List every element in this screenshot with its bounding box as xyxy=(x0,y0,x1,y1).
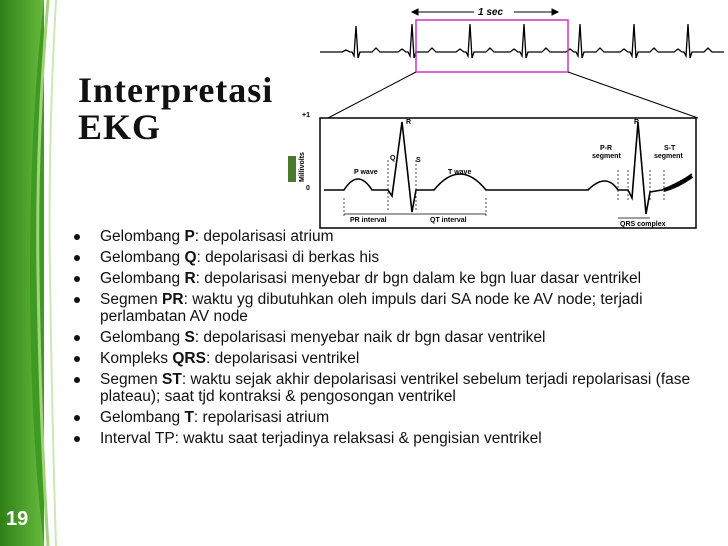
label-pr-segment-1: P-R xyxy=(600,145,613,152)
y-top-label: +1 xyxy=(302,112,310,119)
bullet-icon xyxy=(74,234,80,240)
slide-number: 19 xyxy=(6,508,29,530)
label-t-wave: T wave xyxy=(448,169,472,176)
bullet-icon xyxy=(74,415,80,421)
list-item: Gelombang S: depolarisasi menyebar naik dr bgn dasar ventrikel xyxy=(70,329,720,346)
list-item: Gelombang R: depolarisasi menyebar dr bgn dalam ke bgn luar dasar ventrikel xyxy=(70,270,720,287)
title-line-2: EKG xyxy=(78,107,162,147)
label-p-wave: P wave xyxy=(354,169,378,176)
bullet-icon xyxy=(74,356,80,362)
label-qrs-complex: QRS complex xyxy=(620,221,666,228)
list-item: Segmen PR: waktu yg dibutuhkan oleh impuls dari SA node ke AV node; terjadi perlambatan AV node xyxy=(70,291,720,325)
list-item: Gelombang T: repolarisasi atrium xyxy=(70,409,720,426)
bullet-icon xyxy=(74,276,80,282)
label-st-segment-1: S-T xyxy=(664,145,676,152)
time-label: 1 sec xyxy=(478,7,504,18)
label-st-segment-2: segment xyxy=(654,153,683,160)
bullet-icon xyxy=(74,335,80,341)
list-item: Interval TP: waktu saat terjadinya relaksasi & pengisian ventrikel xyxy=(70,430,720,447)
bullet-icon xyxy=(74,255,80,261)
list-item: Gelombang Q: depolarisasi di berkas his xyxy=(70,249,720,266)
label-r2: R xyxy=(634,119,640,126)
rhythm-strip xyxy=(320,24,724,58)
title-line-1: Interpretasi xyxy=(78,70,274,110)
label-s: S xyxy=(416,157,421,164)
panel-marker xyxy=(288,156,296,182)
bullet-icon xyxy=(74,436,80,442)
y-axis-label: Millivolts xyxy=(299,152,306,182)
label-qt-interval: QT interval xyxy=(430,217,467,224)
label-pr-segment-2: segment xyxy=(592,153,621,160)
list-item: Segmen ST: waktu sejak akhir depolarisasi ventrikel sebelum terjadi repolarisasi (fase plateau); saat tjd kontraksi & pengosongan ventrikel xyxy=(70,371,720,405)
bullet-icon xyxy=(74,377,80,383)
ecg-diagram xyxy=(288,0,728,232)
y-zero-label: 0 xyxy=(306,185,310,192)
list-item: Kompleks QRS: depolarisasi ventrikel xyxy=(70,350,720,367)
bullet-icon xyxy=(74,297,80,303)
highlight-box xyxy=(416,20,568,72)
bullet-list xyxy=(70,228,720,451)
label-pr-interval: PR interval xyxy=(350,217,387,224)
slide-title xyxy=(78,72,273,146)
list-item: Gelombang P: depolarisasi atrium xyxy=(70,228,720,245)
label-q: Q xyxy=(390,155,396,162)
label-r: R xyxy=(406,119,412,126)
